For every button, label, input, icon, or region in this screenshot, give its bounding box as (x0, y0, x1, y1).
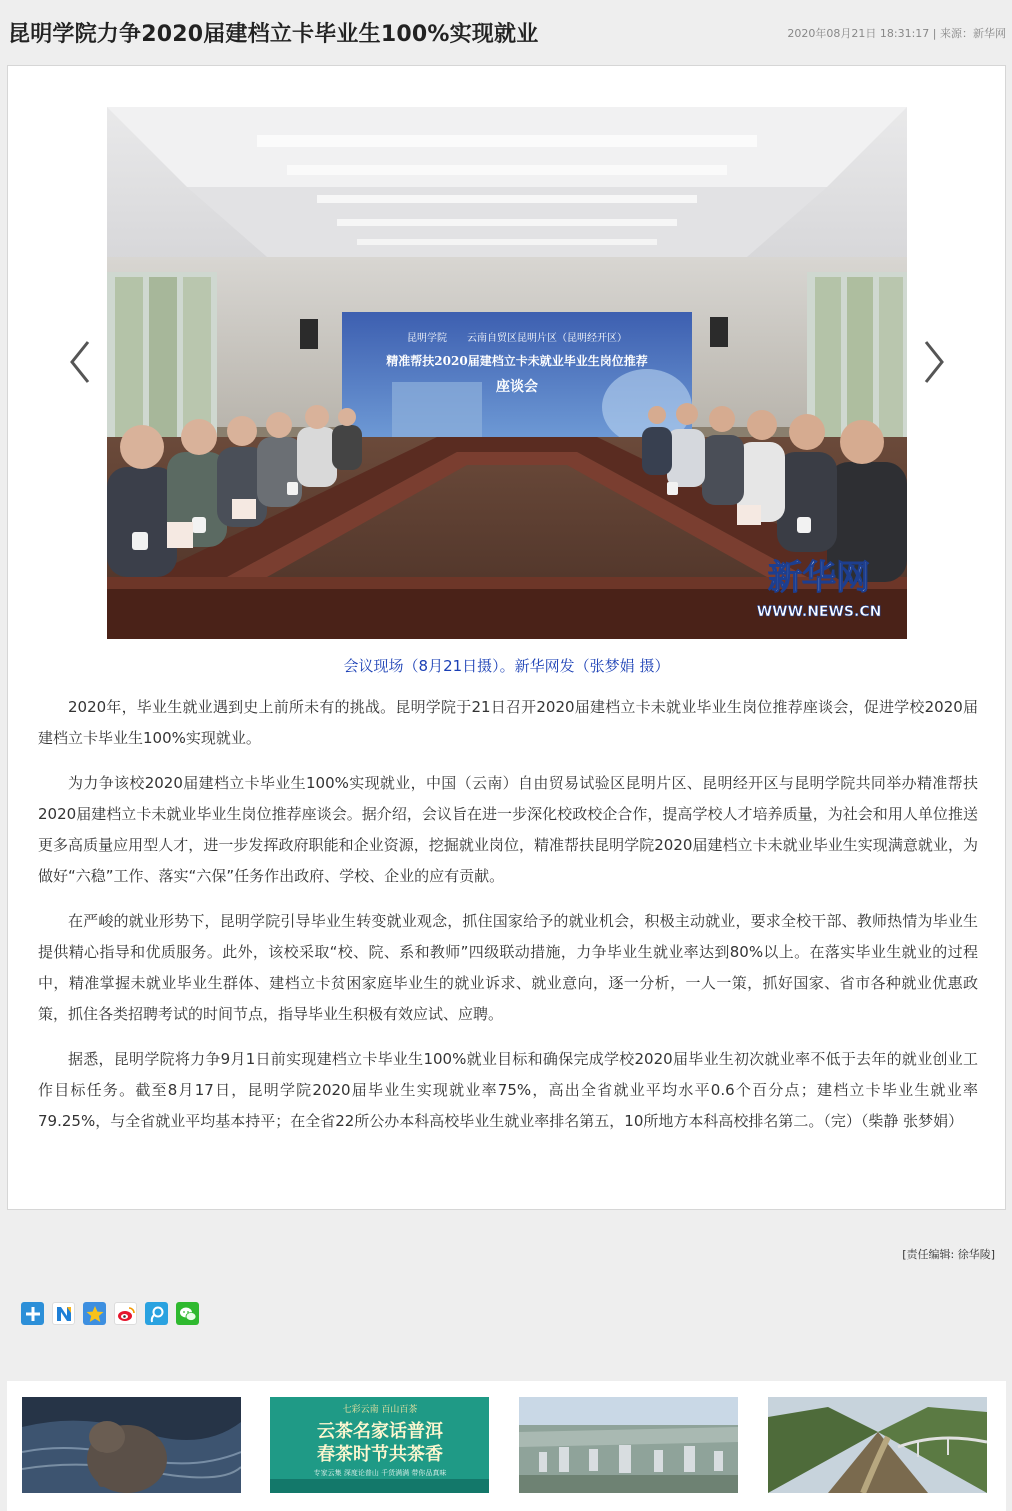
tea-line-4: 专家云集 深度论普山 千货满满 带你品真味 (313, 1469, 447, 1477)
watermark-url: WWW.NEWS.CN (756, 604, 882, 620)
banner-line-3: 座谈会 (496, 379, 538, 395)
share-plus-icon[interactable] (21, 1302, 44, 1325)
chevron-right-icon (918, 338, 948, 386)
related-articles (7, 1381, 1006, 1511)
paragraph: 在严峻的就业形势下，昆明学院引导毕业生转变就业观念，抓住国家给予的就业机会，积极主动就业，要求全校干部、教师热情为毕业生提供精心指导和优质服务。此外，该校采取“校、院、系和教师”四级联动措施，力争毕业生就业率达到80%以上。在落实毕业生就业的过程中，精准掌握未就业毕业生群体、建档立卡贫困家庭毕业生的就业诉求、就业意向，逐一分析，一人一策，抓好国家、省市各种就业优惠政策，抓住各类招聘考试的时间节点，指导毕业生积极有效应试、应聘。 (38, 912, 978, 1023)
tea-line-2: 云茶名家话普洱 (317, 1421, 443, 1442)
qzone-star-icon[interactable] (83, 1302, 106, 1325)
news-n-icon[interactable] (52, 1302, 75, 1325)
article-header (0, 0, 1012, 64)
article-body (7, 65, 1006, 1210)
responsible-editor: [责任编辑: 徐华陵] (902, 1248, 995, 1261)
related-thumb-elephant[interactable] (22, 1397, 241, 1493)
article-meta: 2020年08月21日 18:31:17 | 来源：新华网 (787, 27, 1006, 40)
share-bar (21, 1302, 199, 1326)
tea-line-1: 七彩云南 百山百茶 (342, 1405, 418, 1415)
paragraph: 据悉，昆明学院将力争9月1日前实现建档立卡毕业生100%就业目标和确保完成学校2020届毕业生初次就业率不低于去年的就业创业工作目标任务。截至8月17日，昆明学院2020届毕业生实现就业率75%，高出全省就业平均水平0.6个百分点；建档立卡毕业生就业率79.25%，与全省就业平均基本持平；在全省22所公办本科高校毕业生就业率排名第五，10所地方本科高校排名第二。（完）（柴静 张梦娟） (38, 1050, 978, 1130)
banner-line-1: 昆明学院 云南自贸区昆明片区（昆明经开区） (407, 333, 627, 344)
banner-line-2: 精准帮扶2020届建档立卡未就业毕业生岗位推荐 (386, 354, 648, 368)
article-text (38, 692, 978, 1151)
chevron-left-icon (66, 338, 96, 386)
wechat-icon[interactable] (176, 1302, 199, 1325)
paragraph: 2020年，毕业生就业遇到史上前所未有的挑战。昆明学院于21日召开2020届建档立卡未就业毕业生岗位推荐座谈会，促进学校2020届建档立卡毕业生100%实现就业。 (38, 698, 978, 747)
next-photo-button[interactable] (918, 338, 948, 386)
weibo-icon[interactable] (114, 1302, 137, 1325)
watermark-brand: 新华网 (768, 558, 870, 598)
related-thumb-city[interactable] (519, 1397, 738, 1493)
related-thumb-gorge[interactable] (768, 1397, 987, 1493)
page-title: 昆明学院力争2020届建档立卡毕业生100%实现就业 (8, 22, 539, 47)
tea-line-3: 春茶时节共茶香 (317, 1444, 443, 1465)
previous-photo-button[interactable] (66, 338, 96, 386)
article-photo (107, 107, 907, 639)
related-thumb-tea[interactable] (270, 1397, 489, 1493)
paragraph: 为力争该校2020届建档立卡毕业生100%实现就业，中国（云南）自由贸易试验区昆明片区、昆明经开区与昆明学院共同举办精准帮扶2020届建档立卡未就业毕业生岗位推荐座谈会。据介绍，会议旨在进一步深化校政校企合作，提高学校人才培养质量，为社会和用人单位推送更多高质量应用型人才，进一步发挥政府职能和企业资源，挖掘就业岗位，精准帮扶昆明学院2020届建档立卡未就业毕业生实现满意就业，为做好“六稳”工作、落实“六保”任务作出政府、学校、企业的应有贡献。 (38, 774, 978, 885)
tencent-weibo-icon[interactable] (145, 1302, 168, 1325)
photo-caption: 会议现场（8月21日摄）。新华网发（张梦娟 摄） (343, 657, 670, 675)
